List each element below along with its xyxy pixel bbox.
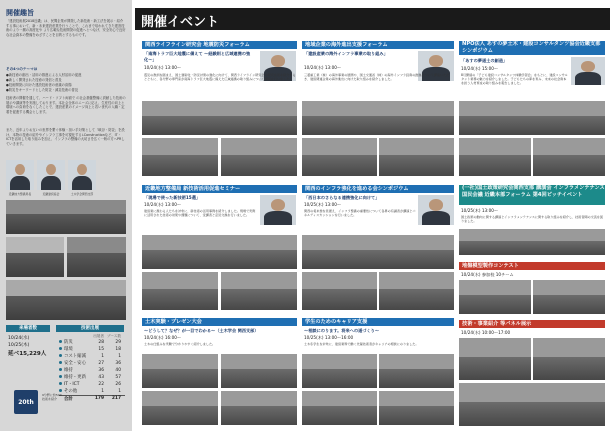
event-photo (533, 338, 605, 380)
event-card (302, 318, 454, 428)
event-title: 地盤模型製作コンテスト (459, 262, 605, 270)
event-description: 土木の仕組みを実験で分かりやすく紹介しました。 (144, 342, 216, 346)
event-card (459, 185, 605, 257)
event-photo (459, 229, 605, 255)
event-subtitle: 「南海トラフ巨大地震に備えて ～経験則と広域連携の強化～」 (144, 51, 251, 62)
speaker-portrait (571, 57, 605, 85)
event-photo (142, 138, 218, 176)
event-title: 土木実験・プレゼン大会 (142, 318, 297, 326)
event-photo (221, 272, 297, 310)
event-photo (221, 391, 297, 425)
tech-header-row: 出展者 ブース数 (93, 333, 121, 338)
official-photo (68, 160, 96, 190)
event-description: 土木系学生を対象に、建設業界で働く先輩技術者がキャリアの相談にのりました。 (304, 342, 419, 346)
event-date: 10/24(水) 参加校 10チーム (461, 272, 514, 277)
event-photo (459, 101, 605, 135)
visitors-total: 延べ15,229人 (8, 351, 47, 357)
event-date: 10/24(水) 13:00～ (304, 65, 342, 70)
event-photo (533, 138, 605, 176)
event-photo (533, 280, 605, 314)
event-title: NPO法人 あすの夢土木・建設コンサルタンツ協会近畿支部 シンポジウム (459, 41, 605, 55)
theme-item: ●新しく開発された技術の発信と普及 (6, 78, 62, 82)
event-date: 10/25(木) 13:00～ (461, 208, 499, 213)
event-photo (142, 101, 297, 135)
event-photo (459, 138, 531, 176)
photo-caption: 土木学会関西支部 (70, 192, 94, 196)
event-photo (379, 138, 454, 176)
event-date: 10/25(木) 13:00～16:00 (304, 335, 354, 340)
event-description: 関西の将来像を見据え、インフラ整備の重要性について各界の有識者が講演とパネルディスカッションを行いました。 (304, 209, 416, 218)
event-photo (142, 354, 218, 388)
intro-paragraph-3: また、近年よりお互いの世界を繋ぐ体験・担い手対策として「峡谷・防災」を設け、本物の技術の紹介やインフラ工事を可視化するi-Constructionなど、IT・ICTを活用した取り組みを加え、インフラの整備の大切さを広く一般の方へPRしていきます。 (6, 128, 125, 146)
event-description: 建設業に携わる人たちを対象に、新技術の活用事例を紹介しました。現場で実際に活用された技術の効果や課題について、受講者と意見交換を行いました。 (144, 209, 256, 218)
event-subtitle: ～相談にのります。将来への道づくり～ (304, 328, 380, 333)
event-subtitle: 「建設産業の海外インフラ事業の取り組み」 (304, 51, 388, 56)
event-date: 10/24(水) 15:00～ (461, 66, 499, 71)
event-title: 関西のインフラ強化を進める会シンポジウム (302, 185, 454, 193)
event-photo (302, 235, 454, 269)
tech-row: 防災 28 29 (59, 339, 125, 346)
event-photo (302, 138, 377, 176)
events-banner (135, 8, 610, 30)
speaker-portrait (260, 195, 296, 225)
visitors-day2: 10/25(木) (8, 343, 30, 348)
event-photo (459, 280, 531, 314)
event-photo (459, 338, 531, 380)
themes-heading: その4つのテーマは (6, 67, 38, 71)
event-date: 10/24(水) 16:00～ (144, 335, 182, 340)
event-date: 10/24(水) 13:00～ (144, 202, 182, 207)
intro-paragraph-2: 技術者の開催を通して、ハード・ソフト両面で の社会基盤整備に貢献した技術の展示や講演等を実施しております。本社会全体のニーズに応え、生産性の向上と環境への負荷をなくしたことで、建設産業のイメージ向上と若い世代の入職・定着を促進する機会とします。 (6, 96, 126, 114)
event-description: 8月開催の「子ども建設コンサルタンツ体験学習会」をもとに、建設コンサルタント業務の魅力を紹介しました。子どもたちの夢を育み、未来の社会資本を担う人材育成の取り組みを報告しました。 (461, 73, 568, 86)
event-title: (一社)国土政策研究会関西支部 講演会 インフラメンテナンス国民会議 近畿本部フォーラム 第4回ピッチイベント (459, 185, 605, 205)
event-title: 学生のためのキャリア支援 (302, 318, 454, 326)
event-subtitle: 「西日本のさらなる連携強化に向けて」 (304, 195, 380, 200)
event-card (459, 320, 605, 428)
event-photo (302, 391, 377, 425)
event-photo (302, 272, 377, 310)
event-photo (221, 354, 297, 388)
emblem-footnote: 9分野に約500技術を紹介 (42, 393, 62, 401)
event-title: 技術・事業紹介 等パネル展示 (459, 320, 605, 328)
event-photo (379, 391, 454, 425)
intro-paragraph-1: 「建設技術展2018近畿」は、民間企業が開発した新技術・新工法を展示・紹介する事において、新・未来建設産業を行うことで、これまで培われてきた建設技術のより一層の高度化や より広範な技術開発の促進へとつなげ、安全安心で良好な社会資本の整備をめざすことを目的とするものです。 (6, 19, 126, 37)
venue-photo (6, 237, 64, 277)
event-title: 近畿地方整備局 新技術活用促進セミナー (142, 185, 297, 193)
event-card (142, 41, 297, 181)
speaker-portrait (418, 195, 454, 225)
intro-column (0, 0, 132, 431)
tech-row: 維持・更新 43 57 (59, 374, 125, 381)
event-description: 国土政策の動向に関する講演とインフラメンテナンスに関する取り組みを紹介し、技術者間の交流を図りました。 (461, 215, 603, 224)
theme-item: ●新技術の創出・活用の推進による人材活用の促進 (6, 73, 82, 77)
event-description: 三菱重工業（株）の海外事業の展開や、国土交通省（株）の海外インフラ投資の推進について講演いただき、建設関連企業の海外進出に向けた取り組みを紹介しました。 (304, 73, 450, 82)
opening-ceremony-photo (6, 200, 126, 234)
event-photo (142, 391, 218, 425)
events-section (135, 0, 610, 431)
event-photo (142, 235, 297, 269)
event-date: 10/25(木) 13:00～ (304, 202, 342, 207)
event-subtitle: 「あすの夢道土の創造」 (461, 58, 508, 63)
event-card (142, 185, 297, 313)
tech-row: 維持 36 40 (59, 367, 125, 374)
event-photo (379, 272, 454, 310)
event-card (142, 318, 297, 428)
event-photo (379, 354, 454, 388)
event-card (459, 262, 605, 316)
venue-photo (67, 237, 126, 277)
visitors-day1: 10/24(水) (8, 336, 30, 341)
event-date: 10/24(水) 10:00～17:00 (461, 330, 511, 335)
event-photo (459, 383, 605, 426)
tech-title: 技術出展 (56, 325, 124, 332)
photo-caption: 近畿地方整備局長 (8, 192, 32, 196)
event-card (302, 185, 454, 313)
event-date: 10/24(水) 13:00～ (144, 65, 182, 70)
tech-row: IT・ICT 22 26 (59, 381, 125, 388)
event-photo (302, 101, 454, 135)
event-photo (302, 354, 377, 388)
tech-row: その他 1 1 (59, 388, 125, 395)
event-card (459, 41, 605, 181)
event-card (302, 41, 454, 181)
tech-row: コスト縮減 1 1 (59, 353, 125, 360)
tech-total-row: 合計 179 217 (59, 395, 125, 402)
tech-row: 環境 15 18 (59, 346, 125, 353)
event-photo (142, 272, 218, 310)
event-photo (221, 138, 297, 176)
events-banner-title: 開催イベント (141, 15, 220, 30)
intro-heading: 開催趣旨 (6, 9, 34, 17)
tech-row: 安全・安心 27 36 (59, 360, 125, 367)
theme-item: ●防災をキーワードとした防災・減災技術の普及 (6, 88, 79, 92)
official-photo (6, 160, 34, 190)
official-photo (37, 160, 65, 190)
photo-caption: 近畿建設協会 (42, 192, 60, 196)
event-subtitle: ～どうして？なぜ？が一目でわかる～（土木学会 関西支部） (144, 328, 259, 333)
event-description: 震災の教訓を踏まえ、国土強靭化・防災対策の強化に向けて、関西ライフライン研究会の研究成果を紹介するとともに、各分野の専門家が南海トラフ巨大地震に備えた広域連携の取り組みについて講演を行いました。 (144, 73, 296, 82)
event-subtitle: 「現場で使った新技術15選」 (144, 195, 201, 200)
exhibition-hall-photo (6, 280, 126, 320)
theme-item: ●技術開発に向けた建設技術者の意識の高揚 (6, 83, 72, 87)
visitors-title: 来場者数 (6, 325, 50, 332)
event-title: 地域企業の海外進出支援フォーラム (302, 41, 454, 49)
anniversary-emblem: 20th (14, 390, 38, 414)
event-title: 関西ライフライン研究会 地震防災フォーラム (142, 41, 297, 49)
